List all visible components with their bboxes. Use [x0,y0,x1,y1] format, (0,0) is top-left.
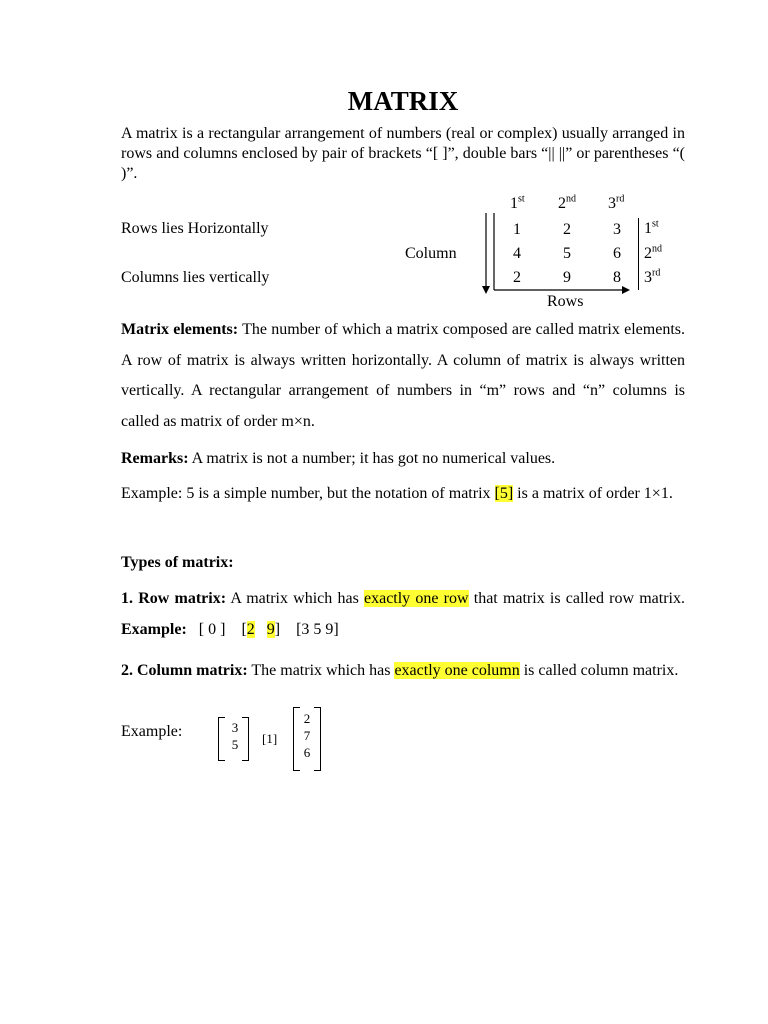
column-m3-value: 2 [303,711,311,726]
column-example-label: Example: [121,723,183,740]
row-header-3: 3rd [644,267,661,286]
remarks-paragraph: Remarks: A matrix is not a number; it has got no numerical values. [121,450,556,467]
highlight: [5] [494,485,514,502]
rows-word: Rows [547,293,584,310]
matrix-cell: 8 [613,269,621,286]
example-paragraph: Example: 5 is a simple number, but the notation of matrix [5] is a matrix of order 1×1. [121,485,673,502]
column-m3-value: 7 [303,728,311,743]
column-m2-value: [1] [262,731,278,746]
highlight: exactly one row [363,590,469,607]
intro-paragraph: A matrix is a rectangular arrangement of numbers (real or complex) usually arranged in rows and columns enclosed by pair of brackets “[ ]”, double bars “|| ||” or parentheses “( )”. [121,125,685,182]
column-m3-value: 6 [303,745,311,760]
types-heading: Types of matrix: [121,554,234,571]
column-word: Column [405,245,457,262]
col-header-3: 3rd [608,193,625,212]
column-matrix-paragraph: 2. Column matrix: The matrix which has exactly one column is called column matrix. [121,662,679,679]
elements-paragraph: Matrix elements: The number of which a matrix composed are called matrix elements. A row of matrix is always written horizontally. A column of matrix is always written vertically. A rectangular arrangement of numbers in “m” rows and “n” columns is called as matrix of order m×n. [121,321,685,430]
column-m1-value: 3 [231,720,239,735]
bracket-right [314,707,321,771]
row-header-2: 2nd [644,243,662,262]
matrix-right-bar [634,218,639,290]
matrix-cell: 9 [563,269,571,286]
page-title: MATRIX [347,86,459,116]
col-header-2: 2nd [558,193,576,212]
matrix-cell: 4 [513,245,521,262]
matrix-cell: 5 [563,245,571,262]
col-header-1: 1st [510,193,525,212]
matrix-cell: 2 [563,221,571,238]
columns-vertical-label: Columns lies vertically [121,269,270,286]
matrix-cell: 1 [513,221,521,238]
column-m1-value: 5 [231,737,239,752]
row-matrix-paragraph: 1. Row matrix: A matrix which has exactly one row that matrix is called row matrix. Example: [ 0 ] [2 9] [3 5 9] [121,590,685,638]
matrix-cell: 2 [513,269,521,286]
rows-horizontal-label: Rows lies Horizontally [121,220,269,237]
matrix-cell: 6 [613,245,621,262]
matrix-cell: 3 [613,221,621,238]
bracket-right [242,717,249,761]
row-header-1: 1st [644,218,659,237]
highlight: exactly one column [394,662,520,679]
